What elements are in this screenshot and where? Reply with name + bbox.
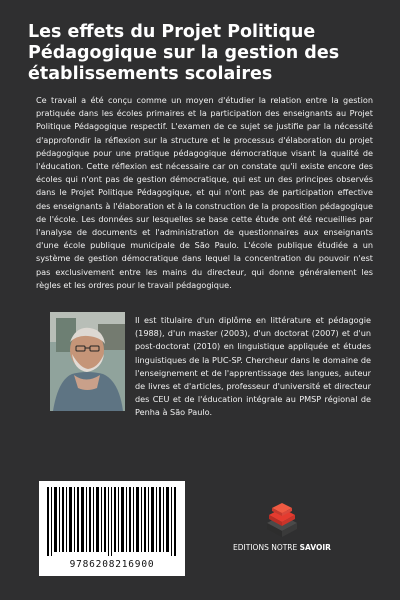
publisher-name	[232, 543, 332, 552]
publisher-name-part2: SAVOIR	[299, 543, 331, 552]
book-title: Les effets du Projet Politique Pédagogique sur la gestion des établissements scolaires	[28, 22, 340, 84]
author-bio: Il est titulaire d'un diplôme en littérature et pédagogie (1988), d'un master (2003), d'un doctorat (2007) et d'un post-doctorat (2010) en linguistique appliquée et études linguistiques de la PUC-SP. Chercheur dans le domaine de l'enseignement et de l'apprentissage des langues, auteur de livres et d'articles, professeur d'université et directeur des CEU et de l'éducation intégrale au PMSP régional de Penha à São Paulo.	[135, 315, 371, 418]
isbn-number: 9786208216900	[69, 559, 155, 570]
book-stack-icon	[261, 501, 303, 537]
author-photo-image	[50, 312, 125, 411]
barcode-image	[47, 487, 177, 556]
isbn-barcode-box	[39, 481, 185, 576]
author-photo	[50, 312, 125, 411]
book-summary: Ce travail a été conçu comme un moyen d'étudier la relation entre la gestion pratiquée dans les écoles primaires et la participation des enseignants au Projet Politique Pédagogique respectif. L'examen de ce sujet se justifie par la nécessité d'approfondir la réflexion sur la structure et le processus d'élaboration du projet pédagogique pour une pratique pédagogique démocratique visant la qualité de l'éducation. Cette réflexion est nécessaire car on constate qu'il existe encore des écoles qui n'ont pas de gestion démocratique, qui est un des principes observés dans le Projet Politique Pédagogique, et qui n'ont pas de participation effective des enseignants à l'élaboration et à la construction de la proposition pédagogique de l'école. Les données sur lesquelles se base cette étude ont été recueillies par l'analyse de documents et l'administration de questionnaires aux enseignants d'une école publique municipale de São Paulo. L'école publique étudiée a un système de gestion démocratique dans lequel la concentration du pouvoir n'est pas exclusivement entre les mains du directeur, qui donne généralement les règles et les ordres pour le travail pédagogique.	[36, 95, 373, 290]
publisher-name-part1: EDITIONS NOTRE	[233, 543, 300, 552]
publisher-logo	[261, 501, 303, 537]
